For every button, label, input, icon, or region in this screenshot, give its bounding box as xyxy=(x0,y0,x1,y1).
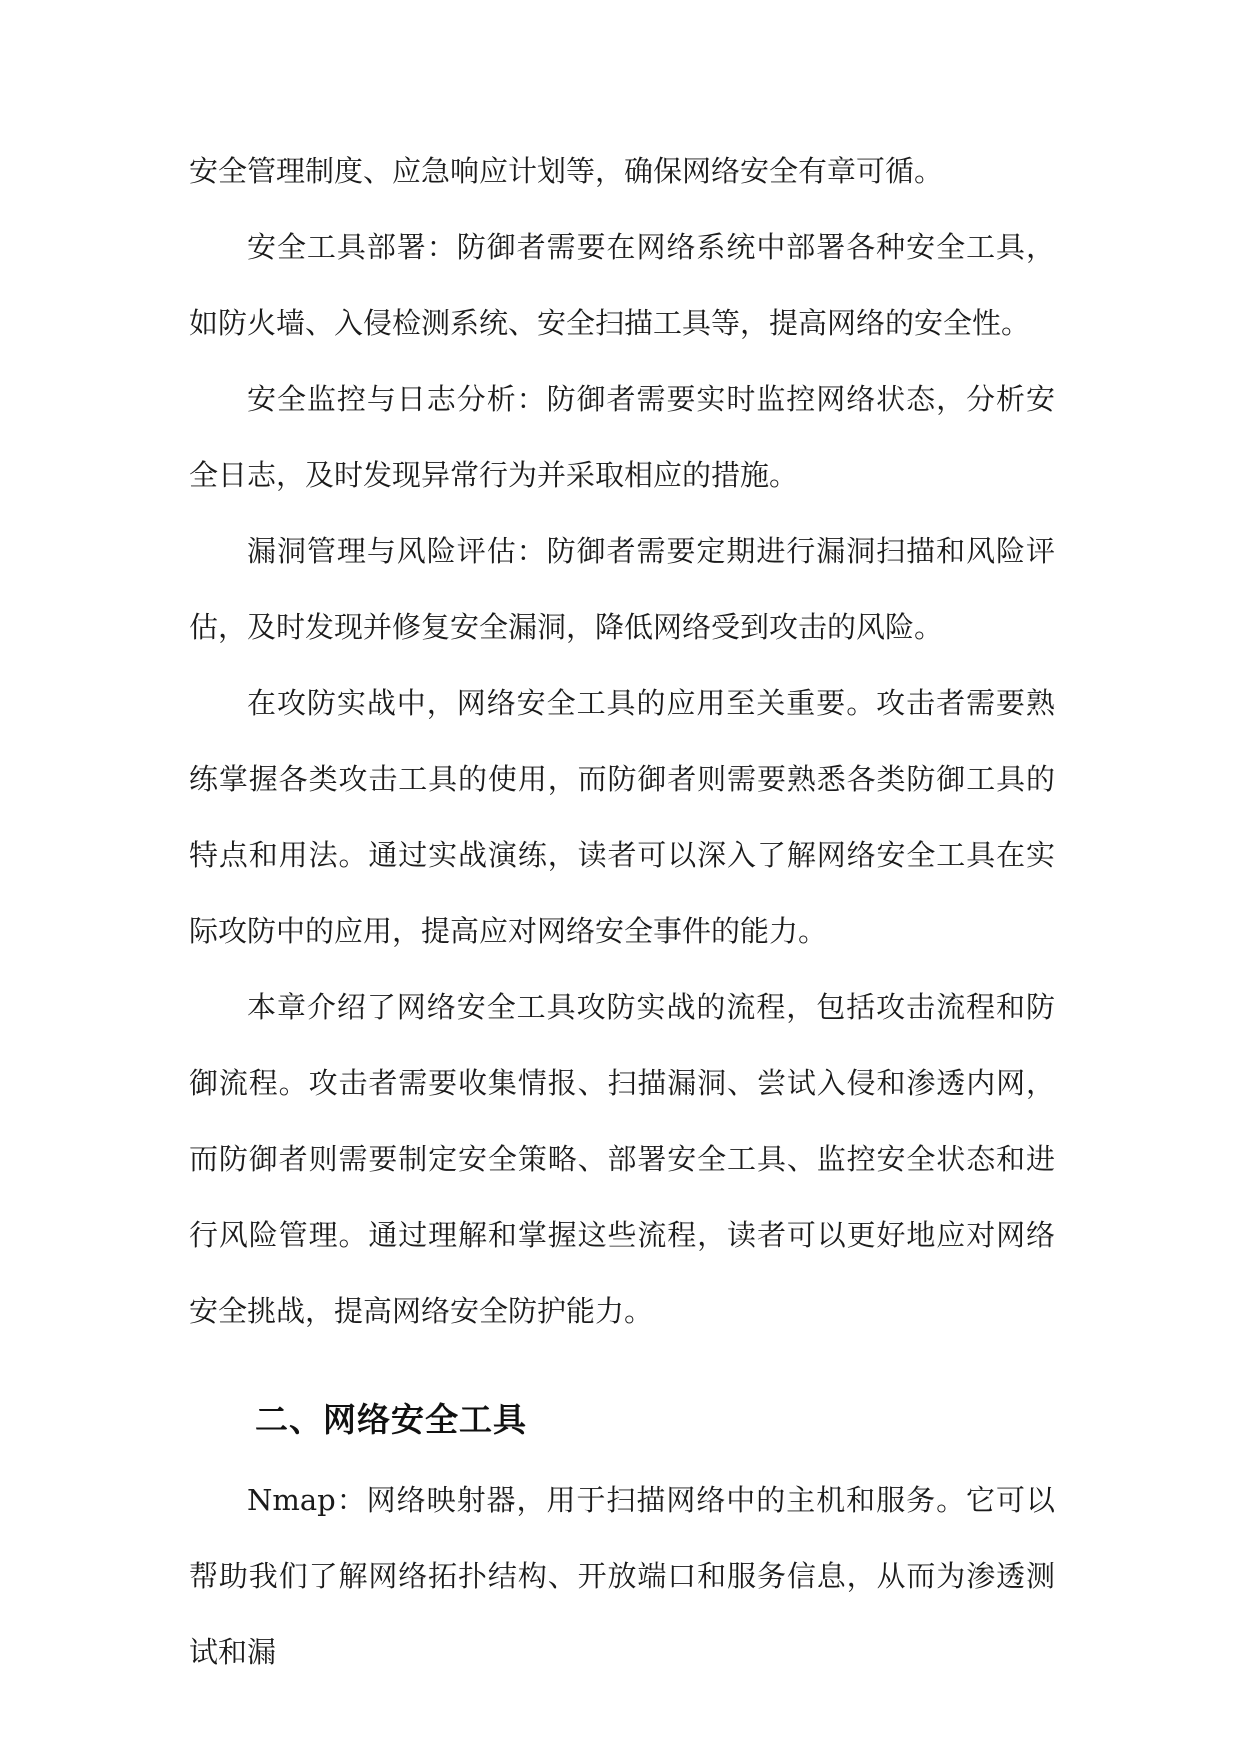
paragraph-nmap-description: Nmap：网络映射器，用于扫描网络中的主机和服务。它可以帮助我们了解网络拓扑结构、开放端口和服务信息，从而为渗透测试和漏 xyxy=(189,1483,1055,1669)
paragraph-security-management-continuation: 安全管理制度、应急响应计划等，确保网络安全有章可循。 xyxy=(189,154,944,188)
paragraph-chapter-summary: 本章介绍了网络安全工具攻防实战的流程，包括攻击流程和防御流程。攻击者需要收集情报、扫描漏洞、尝试入侵和渗透内网，而防御者则需要制定安全策略、部署安全工具、监控安全状态和进行风险管理。通过理解和掌握这些流程，读者可以更好地应对网络安全挑战，提高网络安全防护能力。 xyxy=(189,990,1055,1328)
paragraph-vulnerability-risk-assessment: 漏洞管理与风险评估：防御者需要定期进行漏洞扫描和风险评估，及时发现并修复安全漏洞，降低网络受到攻击的风险。 xyxy=(189,534,1055,644)
paragraph-security-tools-in-practice: 在攻防实战中，网络安全工具的应用至关重要。攻击者需要熟练掌握各类攻击工具的使用，而防御者则需要熟悉各类防御工具的特点和用法。通过实战演练，读者可以深入了解网络安全工具在实际攻防中的应用，提高应对网络安全事件的能力。 xyxy=(189,686,1055,948)
section-heading-network-security-tools: 二、网络安全工具 xyxy=(255,1400,527,1439)
paragraph-security-monitoring-log-analysis: 安全监控与日志分析：防御者需要实时监控网络状态，分析安全日志，及时发现异常行为并采取相应的措施。 xyxy=(189,382,1055,492)
paragraph-security-tool-deployment: 安全工具部署：防御者需要在网络系统中部署各种安全工具，如防火墙、入侵检测系统、安全扫描工具等，提高网络的安全性。 xyxy=(189,230,1055,340)
